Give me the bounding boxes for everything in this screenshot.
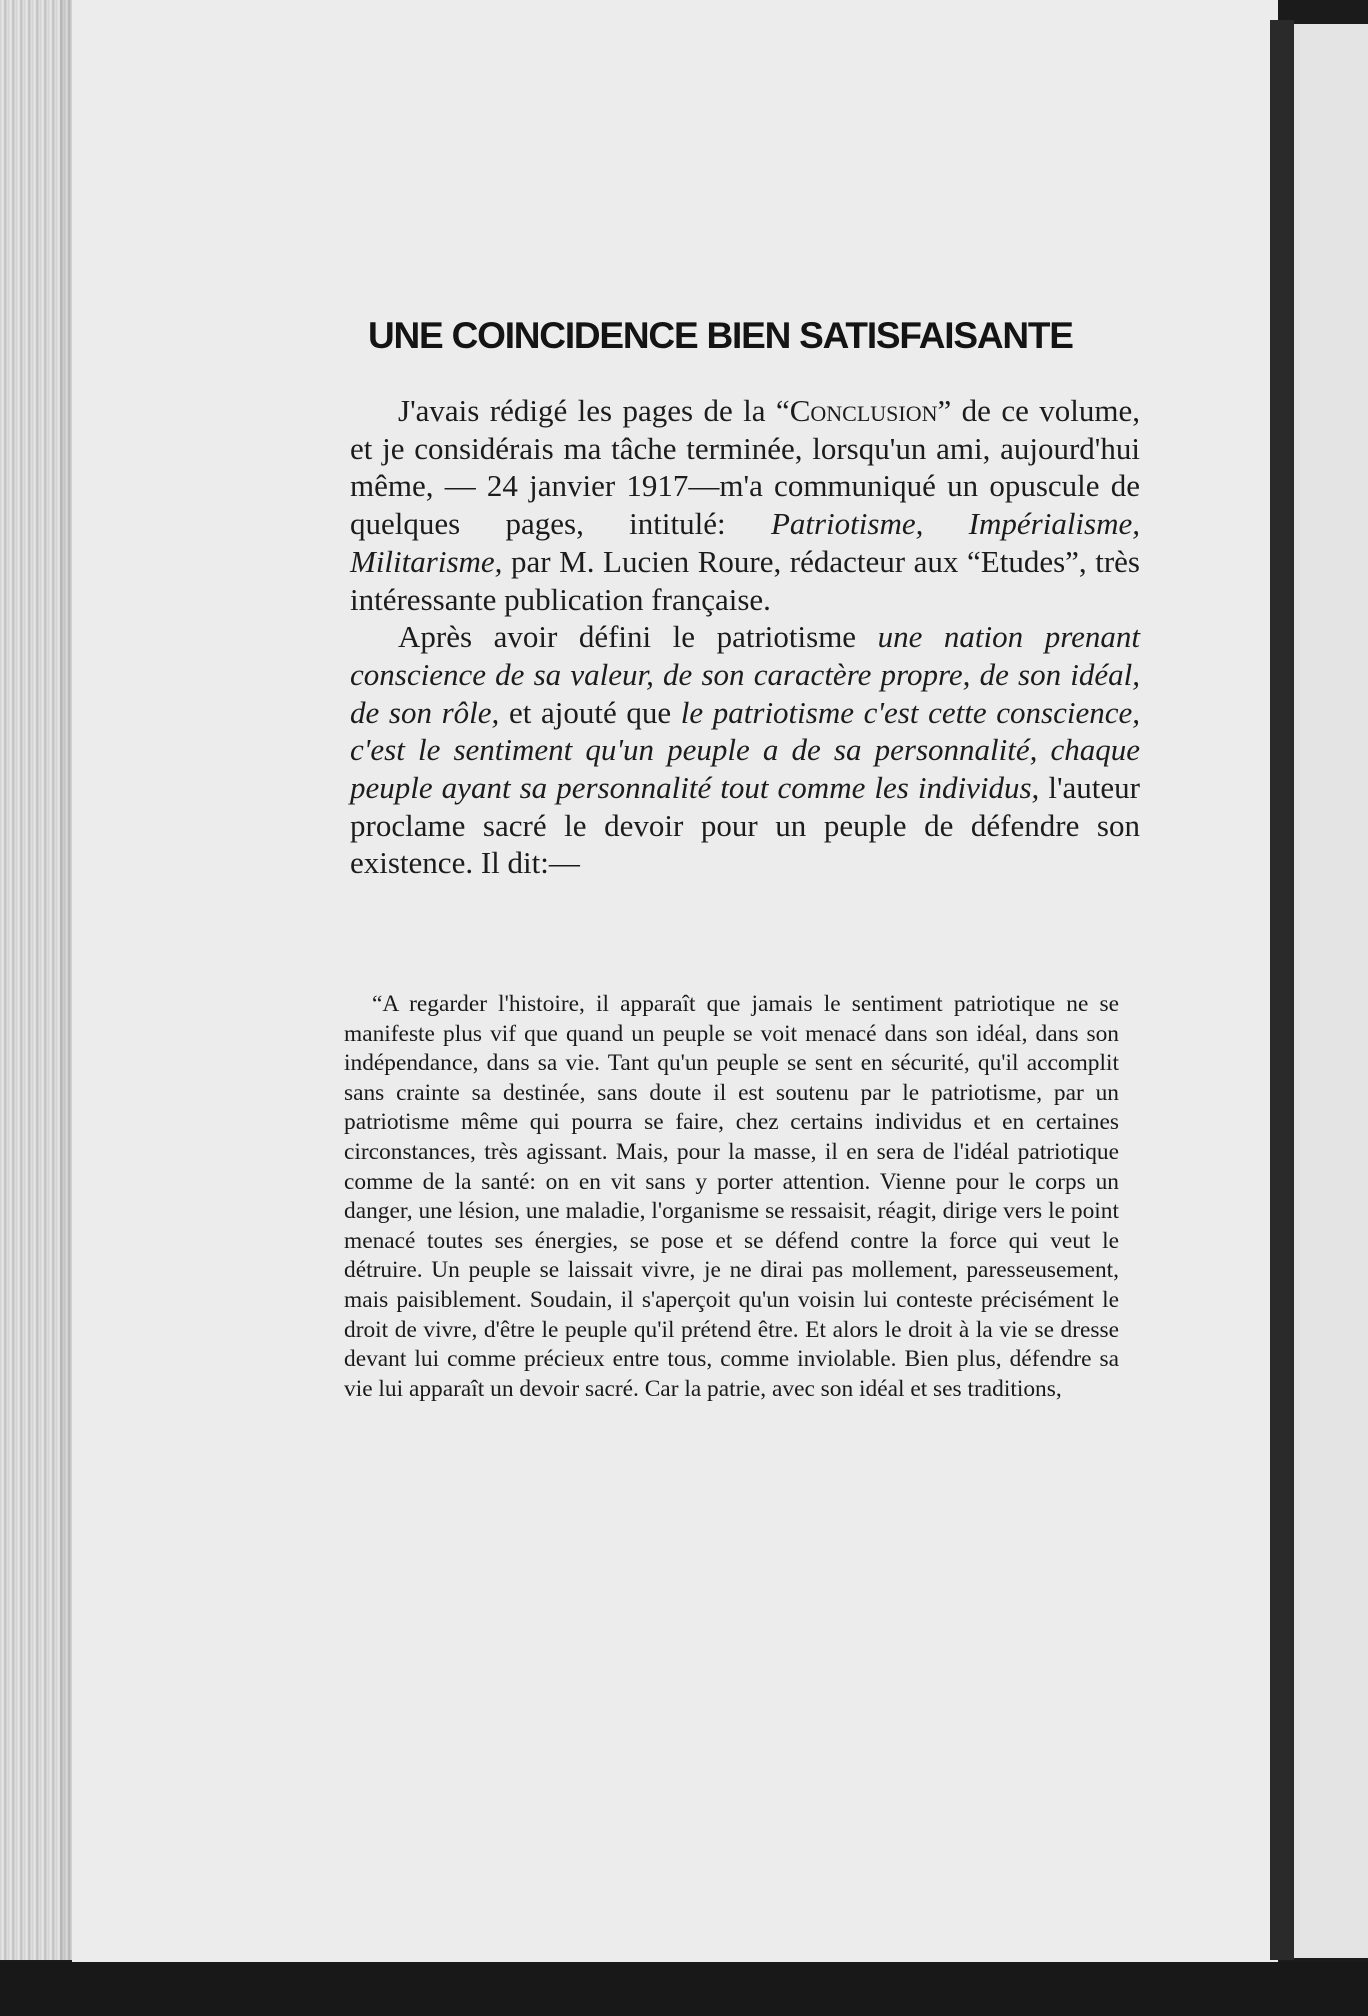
paragraph-2-part-2: et ajouté que [499,694,681,730]
page-title: UNE COINCIDENCE BIEN SATISFAISANTE [368,315,1073,356]
paragraph-1 [350,392,1140,618]
paragraph-2 [350,618,1140,882]
pamphlet-title: Patriotisme, Impérialisme, Militarisme, [350,506,1141,579]
paragraph-1-part-2: ” de ce volume, et je considérais ma tâche terminée, lorsqu'un ami, aujourd'hui même, — 24 janvier 1917—m'a communiqué un opuscule de quelques pages, intitulé: [350,393,1140,542]
paragraph-2-italic-2: le patriotisme c'est cette conscience, c'est le sentiment qu'un peuple a de sa personnalité, chaque peuple ayant sa personnalité tout comme les individus, [350,694,1140,806]
paragraph-1-part-1: J'avais rédigé les pages de la “ [398,393,790,428]
next-page-edge [1294,24,1368,1958]
paragraph-2-part-1: Après avoir défini le patriotisme [398,619,878,655]
paragraph-2-italic-1: une nation prenant conscience de sa valeur, de son caractère propre, de son idéal, de son rôle, [350,619,1140,730]
body-text [350,392,1140,882]
paragraph-1-part-3: par M. Lucien Roure, rédacteur aux “Etudes”, très intéressante publication française. [350,543,1140,617]
paragraph-2-part-3: l'auteur proclame sacré le devoir pour un peuple de défendre son existence. Il dit:— [350,770,1141,881]
block-quote: “A regarder l'histoire, il apparaît que jamais le sentiment patriotique ne se manifeste plus vif que quand un peuple se voit menacé dans son idéal, dans son indépendance, dans sa vie. Tant qu'un peuple se sent en sécurité, qu'il accomplit sans crainte sa destinée, sans doute il est soutenu par le patriotisme, par un patriotisme même qui pourra se faire, chez certains individus et en certaines circonstances, très agissant. Mais, pour la masse, il en sera de l'idéal patriotique comme de la santé: on en vit sans y porter attention. Vienne pour le corps un danger, une lésion, une maladie, l'organisme se ressaisit, réagit, dirige vers le point menacé toutes ses énergies, se pose et se défend contre la force qui veut le détruire. Un peuple se laissait vivre, je ne dirai pas mollement, paresseusement, mais paisiblement. Soudain, il s'aperçoit qu'un voisin lui conteste précisément le droit de vivre, d'être le peuple qu'il prétend être. Et alors le droit à la vie se dresse devant lui comme précieux entre tous, comme inviolable. Bien plus, défendre sa vie lui apparaît un devoir sacré. Car la patrie, avec son idéal et ses traditions, [344,991,1119,1402]
book-page [72,0,1278,1962]
scan-bottom-band [0,1962,1368,2016]
book-gutter [1270,20,1294,1960]
conclusion-word: Conclusion [789,393,938,428]
